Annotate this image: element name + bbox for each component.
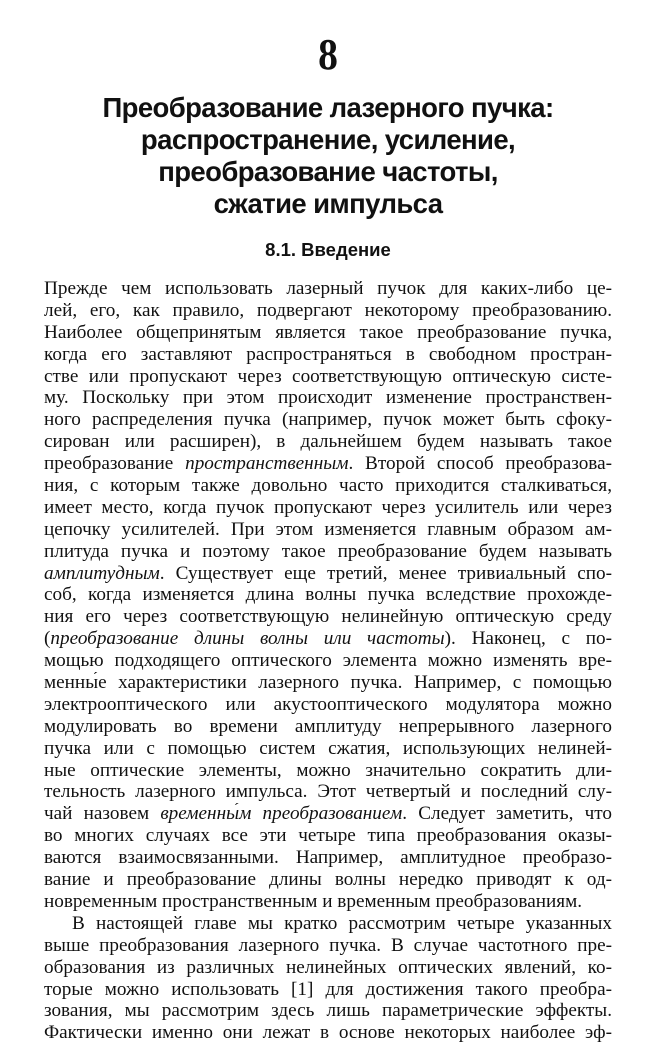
text-segment: стве или пропускают через соответствующую оптическую систе- xyxy=(44,365,612,387)
text-line xyxy=(44,628,612,650)
text-line xyxy=(44,935,612,957)
text-line xyxy=(44,497,612,519)
text-segment: пучка или с помощью систем сжатия, использующих нелиней- xyxy=(44,737,612,759)
text-line xyxy=(44,300,612,322)
text-segment: модулировать во времени амплитуду непрерывного лазерного xyxy=(44,715,612,737)
text-line xyxy=(44,716,612,738)
text-segment: Наиболее общепринятым является такое преобразование пучка, xyxy=(44,321,612,343)
paragraph-intro xyxy=(44,278,612,913)
text-line xyxy=(44,322,612,344)
text-line xyxy=(44,541,612,563)
text-line xyxy=(44,387,612,409)
text-line xyxy=(44,672,612,694)
text-line xyxy=(44,475,612,497)
emphasized-term: временны́м преобразованием xyxy=(160,803,403,825)
text-line xyxy=(44,344,612,366)
text-segment: соб, когда изменяется длина волны пучка вследствие прохожде- xyxy=(44,584,612,606)
chapter-title-line: распространение, усиление, xyxy=(140,124,516,155)
text-segment: ные оптические элементы, можно значительно сократить дли- xyxy=(44,759,612,781)
text-segment: имеет место, когда пучок пропускают через усилитель или через xyxy=(44,496,612,518)
text-line xyxy=(44,738,612,760)
text-segment: цепочку усилителей. При этом изменяется главным образом ам- xyxy=(44,518,612,540)
text-line xyxy=(44,694,612,716)
section-title: 8.1. Введение xyxy=(265,239,391,260)
text-segment: ). Наконец, с по- xyxy=(444,628,612,650)
text-segment: новременным пространственным и временным преобразованиям. xyxy=(44,890,583,912)
text-line xyxy=(44,1000,612,1022)
chapter-title-line: сжатие импульса xyxy=(213,188,443,219)
text-segment: ( xyxy=(44,628,51,650)
emphasized-term: амплитудным xyxy=(44,562,160,584)
text-line xyxy=(44,431,612,453)
text-segment: лей, его, как правило, подвергают некоторому преобразованию. xyxy=(44,299,612,321)
text-segment: ния, с которым также довольно часто приходится сталкиваться, xyxy=(44,475,612,497)
text-line xyxy=(44,409,612,431)
text-segment: вание и преобразование длины волны нередко приводят к од- xyxy=(44,869,612,891)
text-segment: менны́е характеристики лазерного пучка. Например, с помощью xyxy=(44,672,612,694)
text-line xyxy=(44,825,612,847)
text-segment: торые можно использовать [1] для достижения такого преобра- xyxy=(44,978,612,1000)
text-line xyxy=(44,453,612,475)
text-segment: . Существует еще третий, менее тривиальный спо- xyxy=(159,562,612,584)
text-line xyxy=(44,278,612,300)
text-line xyxy=(44,650,612,672)
text-line xyxy=(44,913,612,935)
text-line xyxy=(44,891,612,913)
chapter-title xyxy=(44,92,612,220)
chapter-title-line: Преобразование лазерного пучка: xyxy=(102,92,554,123)
text-segment: мощью подходящего оптического элемента можно изменять вре- xyxy=(44,650,612,672)
text-line xyxy=(44,847,612,869)
text-line xyxy=(44,606,612,628)
text-segment: Фактически именно они лежат в основе некоторых наиболее эф- xyxy=(44,1022,612,1044)
text-segment: сирован или расширен), в дальнейшем будем называть такое xyxy=(44,431,612,453)
text-line xyxy=(44,979,612,1001)
emphasized-term: преобразование длины волны или частоты xyxy=(50,628,445,650)
text-line xyxy=(44,1022,612,1044)
text-segment: Прежде чем использовать лазерный пучок для каких-либо це- xyxy=(44,278,612,299)
text-segment: . Следует заметить, что xyxy=(402,803,612,825)
text-line xyxy=(44,366,612,388)
chapter-title-line: преобразование частоты, xyxy=(158,156,498,187)
text-segment: тельность лазерного импульса. Этот четвертый и последний слу- xyxy=(44,781,612,803)
text-line xyxy=(44,519,612,541)
text-segment: плитуда пучка и поэтому такое преобразование будем называть xyxy=(44,540,612,562)
text-line xyxy=(44,803,612,825)
paragraph-chapter-overview xyxy=(44,913,612,1044)
text-segment: преобразование xyxy=(44,453,186,475)
text-segment: электрооптического или акустооптического модулятора можно xyxy=(44,693,612,715)
text-line xyxy=(44,781,612,803)
text-segment: . Второй способ преобразова- xyxy=(348,453,612,475)
text-segment: выше преобразования лазерного пучка. В случае частотного пре- xyxy=(44,934,612,956)
text-segment: образования из различных нелинейных оптических явлений, ко- xyxy=(44,956,612,978)
text-segment: В настоящей главе мы кратко рассмотрим четыре указанных xyxy=(72,912,612,934)
text-line xyxy=(44,760,612,782)
text-segment: ного распределения пучка (например, пучок может быть сфоку- xyxy=(44,409,612,431)
book-page xyxy=(44,0,612,1044)
text-line xyxy=(44,957,612,979)
text-line xyxy=(44,869,612,891)
text-segment: ваются взаимосвязанными. Например, амплитудное преобразо- xyxy=(44,847,612,869)
emphasized-term: пространственным xyxy=(185,453,349,475)
text-line xyxy=(44,584,612,606)
text-line xyxy=(44,563,612,585)
text-segment: зования, мы рассмотрим здесь лишь параметрические эффекты. xyxy=(44,1000,612,1022)
text-segment: му. Поскольку при этом происходит изменение пространствен- xyxy=(44,387,612,409)
text-segment: во многих случаях все эти четыре типа преобразования оказы- xyxy=(44,825,612,847)
text-segment: когда его заставляют распространяться в свободном простран- xyxy=(44,343,612,365)
text-segment: ния его через соответствующую нелинейную оптическую среду xyxy=(44,606,612,628)
text-segment: чай назовем xyxy=(44,803,161,825)
chapter-number: 8 xyxy=(318,30,338,79)
